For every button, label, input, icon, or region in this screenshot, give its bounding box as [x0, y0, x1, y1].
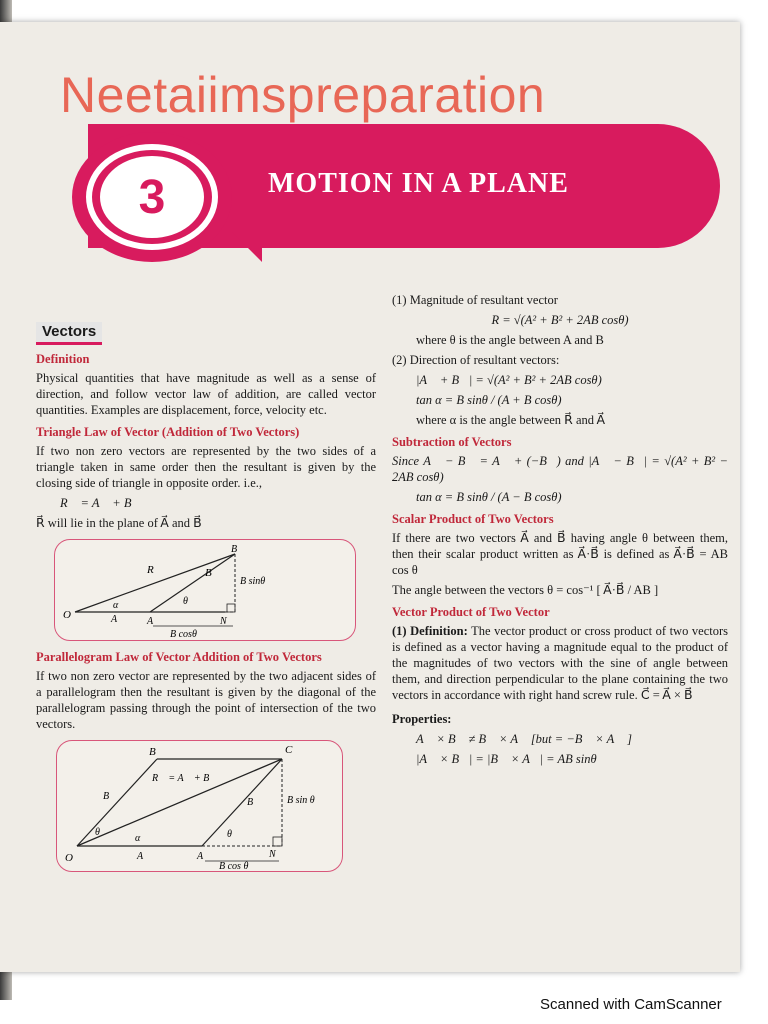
- fig1-label-bsin: B sinθ: [240, 576, 266, 587]
- property-2: |A⃗ × B⃗| = |B⃗ × A⃗| = AB sinθ: [416, 752, 597, 766]
- fig2-label-a: A⃗: [137, 851, 151, 862]
- fig1-label-n: N: [220, 616, 227, 627]
- fig2-label-o: O: [65, 852, 73, 864]
- watermark-text: Neetaiimspreparation: [60, 67, 546, 123]
- fig2-label-req: R⃗ = A⃗ + B⃗: [152, 773, 217, 784]
- direction-note: where α is the angle between R⃗ and A⃗: [416, 413, 606, 427]
- fig2-label-theta: θ: [95, 827, 100, 838]
- fig2-label-bvec: B⃗: [103, 791, 117, 802]
- triangle-law-equation: R⃗ = A⃗ + B⃗: [60, 496, 142, 510]
- definition-heading: Definition: [36, 352, 90, 366]
- vector-product-definition: [392, 623, 728, 703]
- vector-product-heading: Vector Product of Two Vector: [392, 605, 550, 619]
- triangle-law-figure: [54, 539, 356, 641]
- chapter-title: MOTION IN A PLANE: [268, 168, 569, 199]
- fig2-label-theta2: θ: [227, 829, 232, 840]
- magnitude-note: where θ is the angle between A and B: [416, 333, 604, 347]
- fig2-label-c: C: [285, 744, 293, 756]
- direction-equation-1: |A⃗ + B⃗| = √(A² + B² + 2AB cosθ): [416, 373, 602, 387]
- banner-tail: [232, 232, 262, 262]
- fig1-label-alpha: α: [113, 600, 119, 611]
- chapter-number: 3: [138, 170, 166, 224]
- fig1-label-theta: θ: [183, 596, 188, 607]
- fig2-label-bsin: B sin θ: [287, 795, 315, 806]
- fig2-label-n: N: [269, 849, 276, 860]
- subtraction-heading: Subtraction of Vectors: [392, 435, 512, 449]
- fig2-label-alpha: α: [135, 833, 141, 844]
- scalar-product-paragraph: If there are two vectors A⃗ and B⃗ having angle θ between them, then their scalar product written as A⃗·B⃗ is defined as A⃗·B⃗ = AB cos θ: [392, 531, 728, 577]
- document-page: [0, 22, 740, 972]
- triangle-law-note: R⃗ will lie in the plane of A⃗ and B⃗: [36, 516, 202, 530]
- fig2-label-b: B: [149, 746, 156, 758]
- properties-heading: Properties:: [392, 712, 452, 726]
- direction-label: (2) Direction of resultant vectors:: [392, 353, 560, 367]
- parallelogram-law-heading: Parallelogram Law of Vector Addition of Two Vectors: [36, 650, 322, 664]
- fig1-label-r: R: [147, 564, 154, 576]
- subtraction-equation-2: tan α = B sinθ / (A − B cosθ): [416, 490, 562, 504]
- left-column: [36, 312, 376, 880]
- fig1-label-b: B: [205, 567, 212, 579]
- parallelogram-law-paragraph: If two non zero vector are represented by the two adjacent sides of a parallelogram then the resultant is given by the diagonal of the parallelogram passing through the point of intersection of the two vectors.: [36, 669, 376, 731]
- vector-product-definition-text: The vector product or cross product of two vectors is defined as a vector having a magnitude equal to the product of the magnitudes of two vectors with the sine of angle between them, and direction perpendicular to the plane containing the two vectors in accordance with right hand screw rule. C⃗ = A⃗ × B⃗: [392, 624, 728, 702]
- scalar-product-heading: Scalar Product of Two Vectors: [392, 512, 554, 526]
- camscanner-footer: Scanned with CamScanner: [540, 996, 722, 1013]
- vector-product-definition-label: (1) Definition:: [392, 624, 468, 638]
- fig2-label-a2: A: [197, 851, 204, 862]
- fig2-label-bvec2: B⃗: [247, 797, 261, 808]
- magnitude-label: (1) Magnitude of resultant vector: [392, 293, 558, 307]
- property-1: A⃗ × B⃗ ≠ B⃗ × A⃗ [but = −B⃗ × A⃗ ]: [416, 732, 632, 746]
- fig2-label-bcos: B cos θ: [219, 861, 249, 871]
- subtraction-equation-1: Since A⃗ − B⃗ = A⃗ + (−B⃗) and |A⃗ − B⃗| = √(A² + B² − 2AB cosθ): [392, 454, 728, 484]
- fig1-label-b-top: B: [231, 544, 238, 555]
- fig1-label-bcos: B cosθ: [170, 629, 197, 640]
- scalar-product-angle: The angle between the vectors θ = cos⁻¹ [ A⃗·B⃗ / AB ]: [392, 583, 659, 597]
- section-heading-vectors: Vectors: [36, 322, 102, 345]
- right-column: [392, 292, 728, 771]
- fig1-label-a: A: [111, 614, 118, 625]
- triangle-law-diagram: [55, 540, 355, 640]
- parallelogram-law-figure: [56, 740, 343, 872]
- magnitude-equation: R = √(A² + B² + 2AB cosθ): [491, 313, 629, 327]
- fig1-label-a2: A: [147, 616, 154, 627]
- direction-equation-2: tan α = B sinθ / (A + B cosθ): [416, 393, 562, 407]
- triangle-law-paragraph: If two non zero vectors are represented by the two sides of a triangle taken in same order then the resultant is given by the closing side of triangle in opposite order. i.e.,: [36, 444, 376, 490]
- definition-paragraph: Physical quantities that have magnitude as well as a sense of direction, and follow vector law of addition, are called vector quantities. Examples are displacement, force, velocity etc.: [36, 371, 376, 417]
- fig1-label-o: O: [63, 609, 71, 621]
- triangle-law-heading: Triangle Law of Vector (Addition of Two Vectors): [36, 425, 300, 439]
- parallelogram-law-diagram: [57, 741, 342, 871]
